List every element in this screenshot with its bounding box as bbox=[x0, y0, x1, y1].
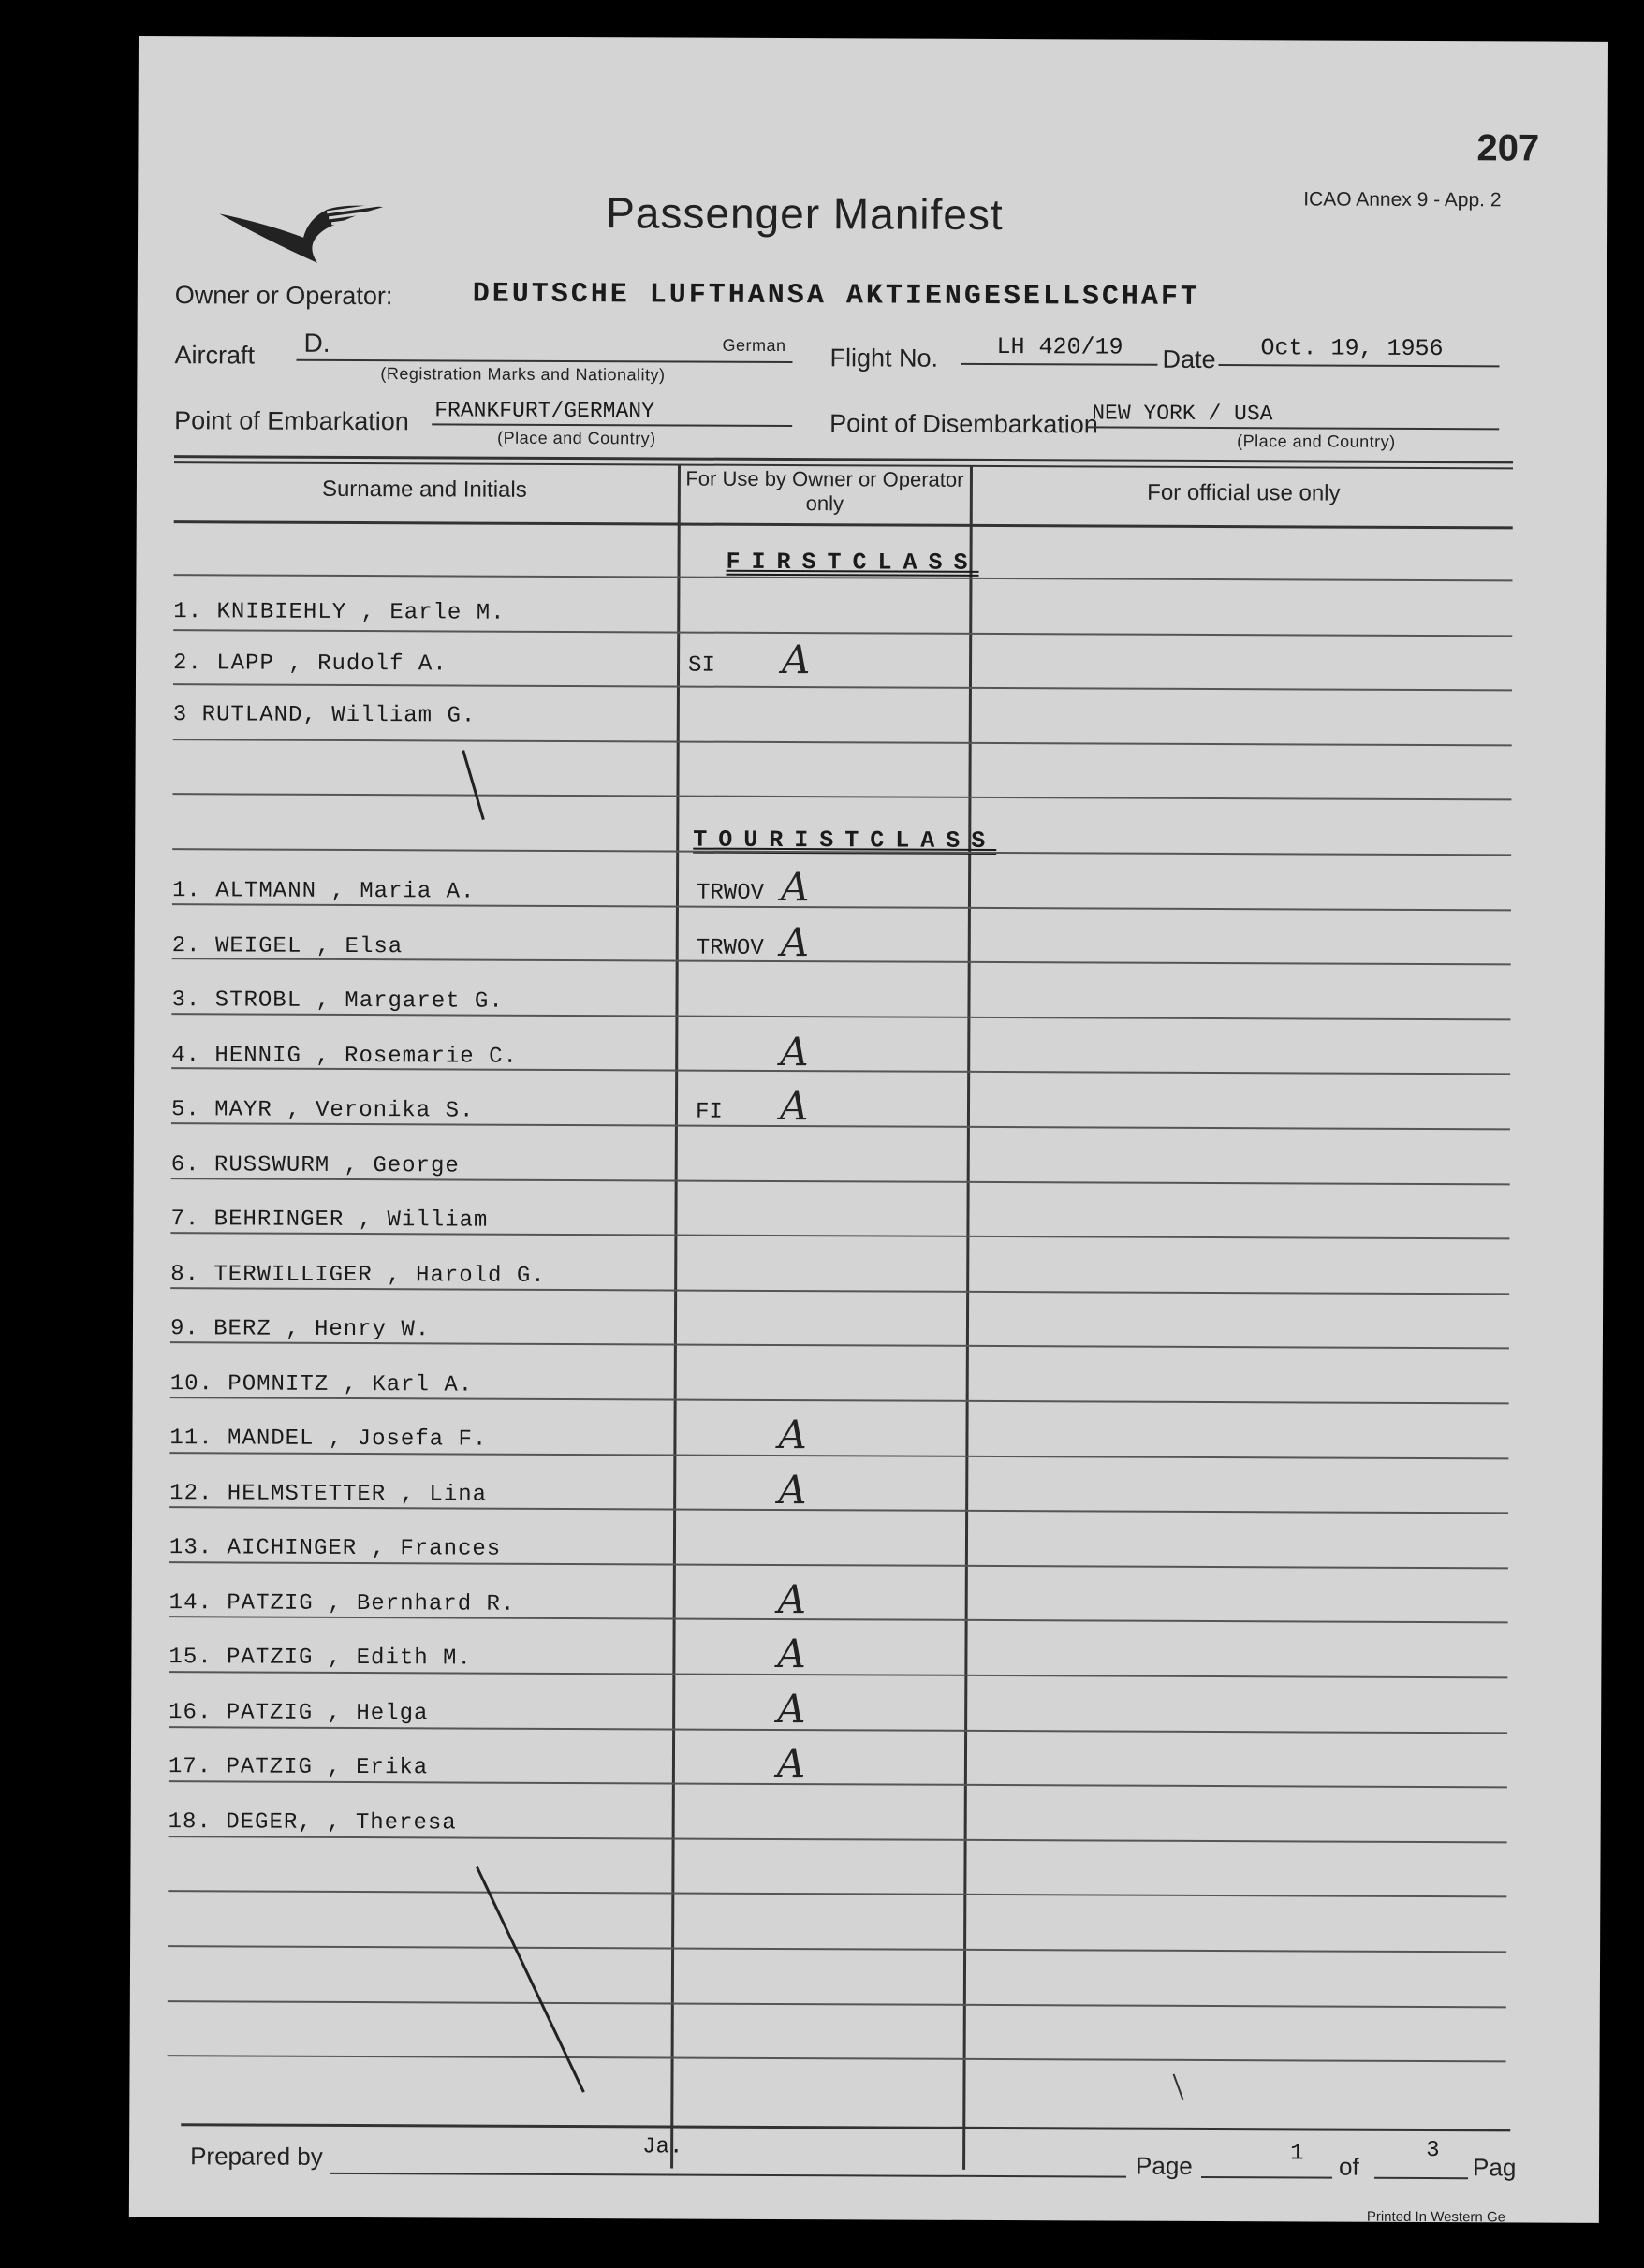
passenger-name: 6. RUSSWURM , George bbox=[170, 1151, 460, 1179]
passenger-code: TRWOV bbox=[696, 935, 764, 961]
ruled-line bbox=[171, 1178, 1510, 1185]
page-label: Page bbox=[1136, 2151, 1193, 2180]
passenger-name: 1. KNIBIEHLY , Earle M. bbox=[173, 599, 506, 626]
passenger-name: 8. TERWILLIGER , Harold G. bbox=[170, 1261, 546, 1289]
page-tail-label: Pag bbox=[1473, 2153, 1517, 2182]
passenger-name: 2. WEIGEL , Elsa bbox=[171, 932, 404, 959]
flight-value: LH 420/19 bbox=[996, 333, 1123, 361]
ruled-line bbox=[170, 1341, 1509, 1349]
first-class-heading: FIRSTCLASS bbox=[726, 548, 979, 577]
ruled-line bbox=[173, 739, 1512, 746]
aircraft-caption: (Registration Marks and Nationality) bbox=[380, 364, 666, 385]
passenger-mark: A bbox=[777, 1685, 806, 1732]
passenger-code: SI bbox=[688, 652, 715, 679]
ruled-line bbox=[169, 1616, 1508, 1623]
manifest-title: Passenger Manifest bbox=[606, 188, 1004, 240]
passenger-mark: A bbox=[778, 1466, 807, 1513]
ruled-line bbox=[168, 1945, 1506, 1953]
disembark-label: Point of Disembarkation bbox=[829, 409, 1098, 439]
passenger-name: 5. MAYR , Veronika S. bbox=[170, 1097, 475, 1124]
passenger-mark: A bbox=[776, 1739, 806, 1787]
ruled-line bbox=[169, 1506, 1508, 1514]
passenger-name: 3. STROBL , Margaret G. bbox=[171, 988, 504, 1015]
passenger-name: 11. MANDEL , Josefa F. bbox=[169, 1426, 488, 1453]
passenger-mark: A bbox=[780, 1028, 809, 1075]
passenger-name: 18. DEGER, , Theresa bbox=[168, 1808, 457, 1836]
embark-value: FRANKFURT/GERMANY bbox=[434, 398, 654, 424]
owner-value: DEUTSCHE LUFTHANSA AKTIENGESELLSCHAFT bbox=[472, 278, 1200, 314]
ruled-line bbox=[168, 2055, 1506, 2062]
prepared-by-label: Prepared by bbox=[190, 2142, 323, 2171]
owner-label: Owner or Operator: bbox=[174, 281, 393, 311]
ruled-line bbox=[169, 1836, 1507, 1843]
ruled-line bbox=[172, 793, 1511, 800]
prepared-by-value: Ja. bbox=[642, 2134, 683, 2160]
disembark-value: NEW YORK / USA bbox=[1092, 401, 1273, 427]
of-label: of bbox=[1339, 2152, 1359, 2181]
embark-label: Point of Embarkation bbox=[174, 406, 409, 436]
passenger-mark: A bbox=[781, 637, 811, 683]
embark-caption: (Place and Country) bbox=[497, 428, 656, 448]
ruled-line bbox=[171, 1122, 1510, 1130]
ruled-line bbox=[170, 1397, 1509, 1404]
passenger-name: 15. PATZIG , Edith M. bbox=[169, 1645, 472, 1672]
ruled-line bbox=[173, 683, 1512, 691]
passenger-name: 16. PATZIG , Helga bbox=[169, 1699, 429, 1726]
manifest-sheet bbox=[129, 36, 1608, 2226]
column-head-owner: For Use by Owner or Operator only bbox=[685, 466, 964, 516]
passenger-name: 12. HELMSTETTER , Lina bbox=[169, 1480, 488, 1508]
ruled-line bbox=[173, 629, 1512, 637]
column-head-official: For official use only bbox=[1147, 479, 1341, 506]
ruled-line bbox=[172, 958, 1511, 965]
page-value: 1 bbox=[1290, 2141, 1304, 2167]
ruled-line bbox=[169, 1726, 1507, 1734]
passenger-code: FI bbox=[695, 1099, 723, 1125]
ruled-lines bbox=[139, 36, 1608, 42]
column-head-names: Surname and Initials bbox=[321, 476, 527, 503]
passenger-name: 4. HENNIG , Rosemarie C. bbox=[171, 1042, 518, 1070]
ruled-line bbox=[170, 1232, 1509, 1239]
ruled-line bbox=[169, 1561, 1508, 1569]
icao-reference: ICAO Annex 9 - App. 2 bbox=[1303, 188, 1502, 212]
ruled-line bbox=[171, 1013, 1510, 1020]
passenger-name: 10. POMNITZ , Karl A. bbox=[169, 1370, 474, 1398]
disembark-caption: (Place and Country) bbox=[1237, 432, 1396, 451]
passenger-name: 2. LAPP , Rudolf A. bbox=[173, 651, 448, 678]
printed-note: Printed In Western Ge bbox=[1366, 2208, 1506, 2226]
passenger-name: 14. PATZIG , Bernhard R. bbox=[169, 1589, 516, 1617]
ruled-line bbox=[169, 1780, 1507, 1788]
ruled-line bbox=[172, 903, 1511, 911]
ruled-line bbox=[169, 1671, 1507, 1678]
passenger-mark: A bbox=[777, 1630, 806, 1677]
passenger-name: 7. BEHRINGER , William bbox=[170, 1207, 489, 1234]
passenger-mark: A bbox=[779, 1083, 809, 1130]
ruled-line bbox=[171, 1067, 1510, 1075]
of-value: 3 bbox=[1426, 2138, 1440, 2164]
ruled-line bbox=[170, 1287, 1509, 1295]
passenger-name: 17. PATZIG , Erika bbox=[168, 1754, 429, 1781]
passenger-mark: A bbox=[778, 1411, 807, 1458]
flight-label: Flight No. bbox=[829, 344, 939, 373]
passenger-mark: A bbox=[777, 1575, 807, 1622]
date-value: Oct. 19, 1956 bbox=[1260, 334, 1444, 363]
passenger-name: 13. AICHINGER , Frances bbox=[169, 1535, 502, 1562]
tourist-class-heading: TOURISTCLASS bbox=[693, 826, 997, 856]
passenger-name: 3 RUTLAND, William G. bbox=[172, 702, 477, 729]
page-number: 207 bbox=[1476, 127, 1540, 169]
passenger-mark: A bbox=[780, 918, 810, 965]
passenger-name: 9. BERZ , Henry W. bbox=[169, 1316, 431, 1343]
aircraft-label: Aircraft bbox=[174, 341, 256, 370]
aircraft-nationality: German bbox=[722, 335, 786, 356]
date-label: Date bbox=[1162, 344, 1216, 374]
ruled-line bbox=[168, 2000, 1506, 2008]
ruled-line bbox=[169, 1452, 1508, 1459]
passenger-mark: A bbox=[780, 864, 810, 911]
aircraft-value: D. bbox=[303, 328, 330, 358]
passenger-name: 1. ALTMANN , Maria A. bbox=[171, 878, 476, 905]
passenger-code: TRWOV bbox=[696, 880, 765, 906]
crane-logo-icon bbox=[214, 185, 388, 271]
ruled-line bbox=[168, 1890, 1506, 1897]
